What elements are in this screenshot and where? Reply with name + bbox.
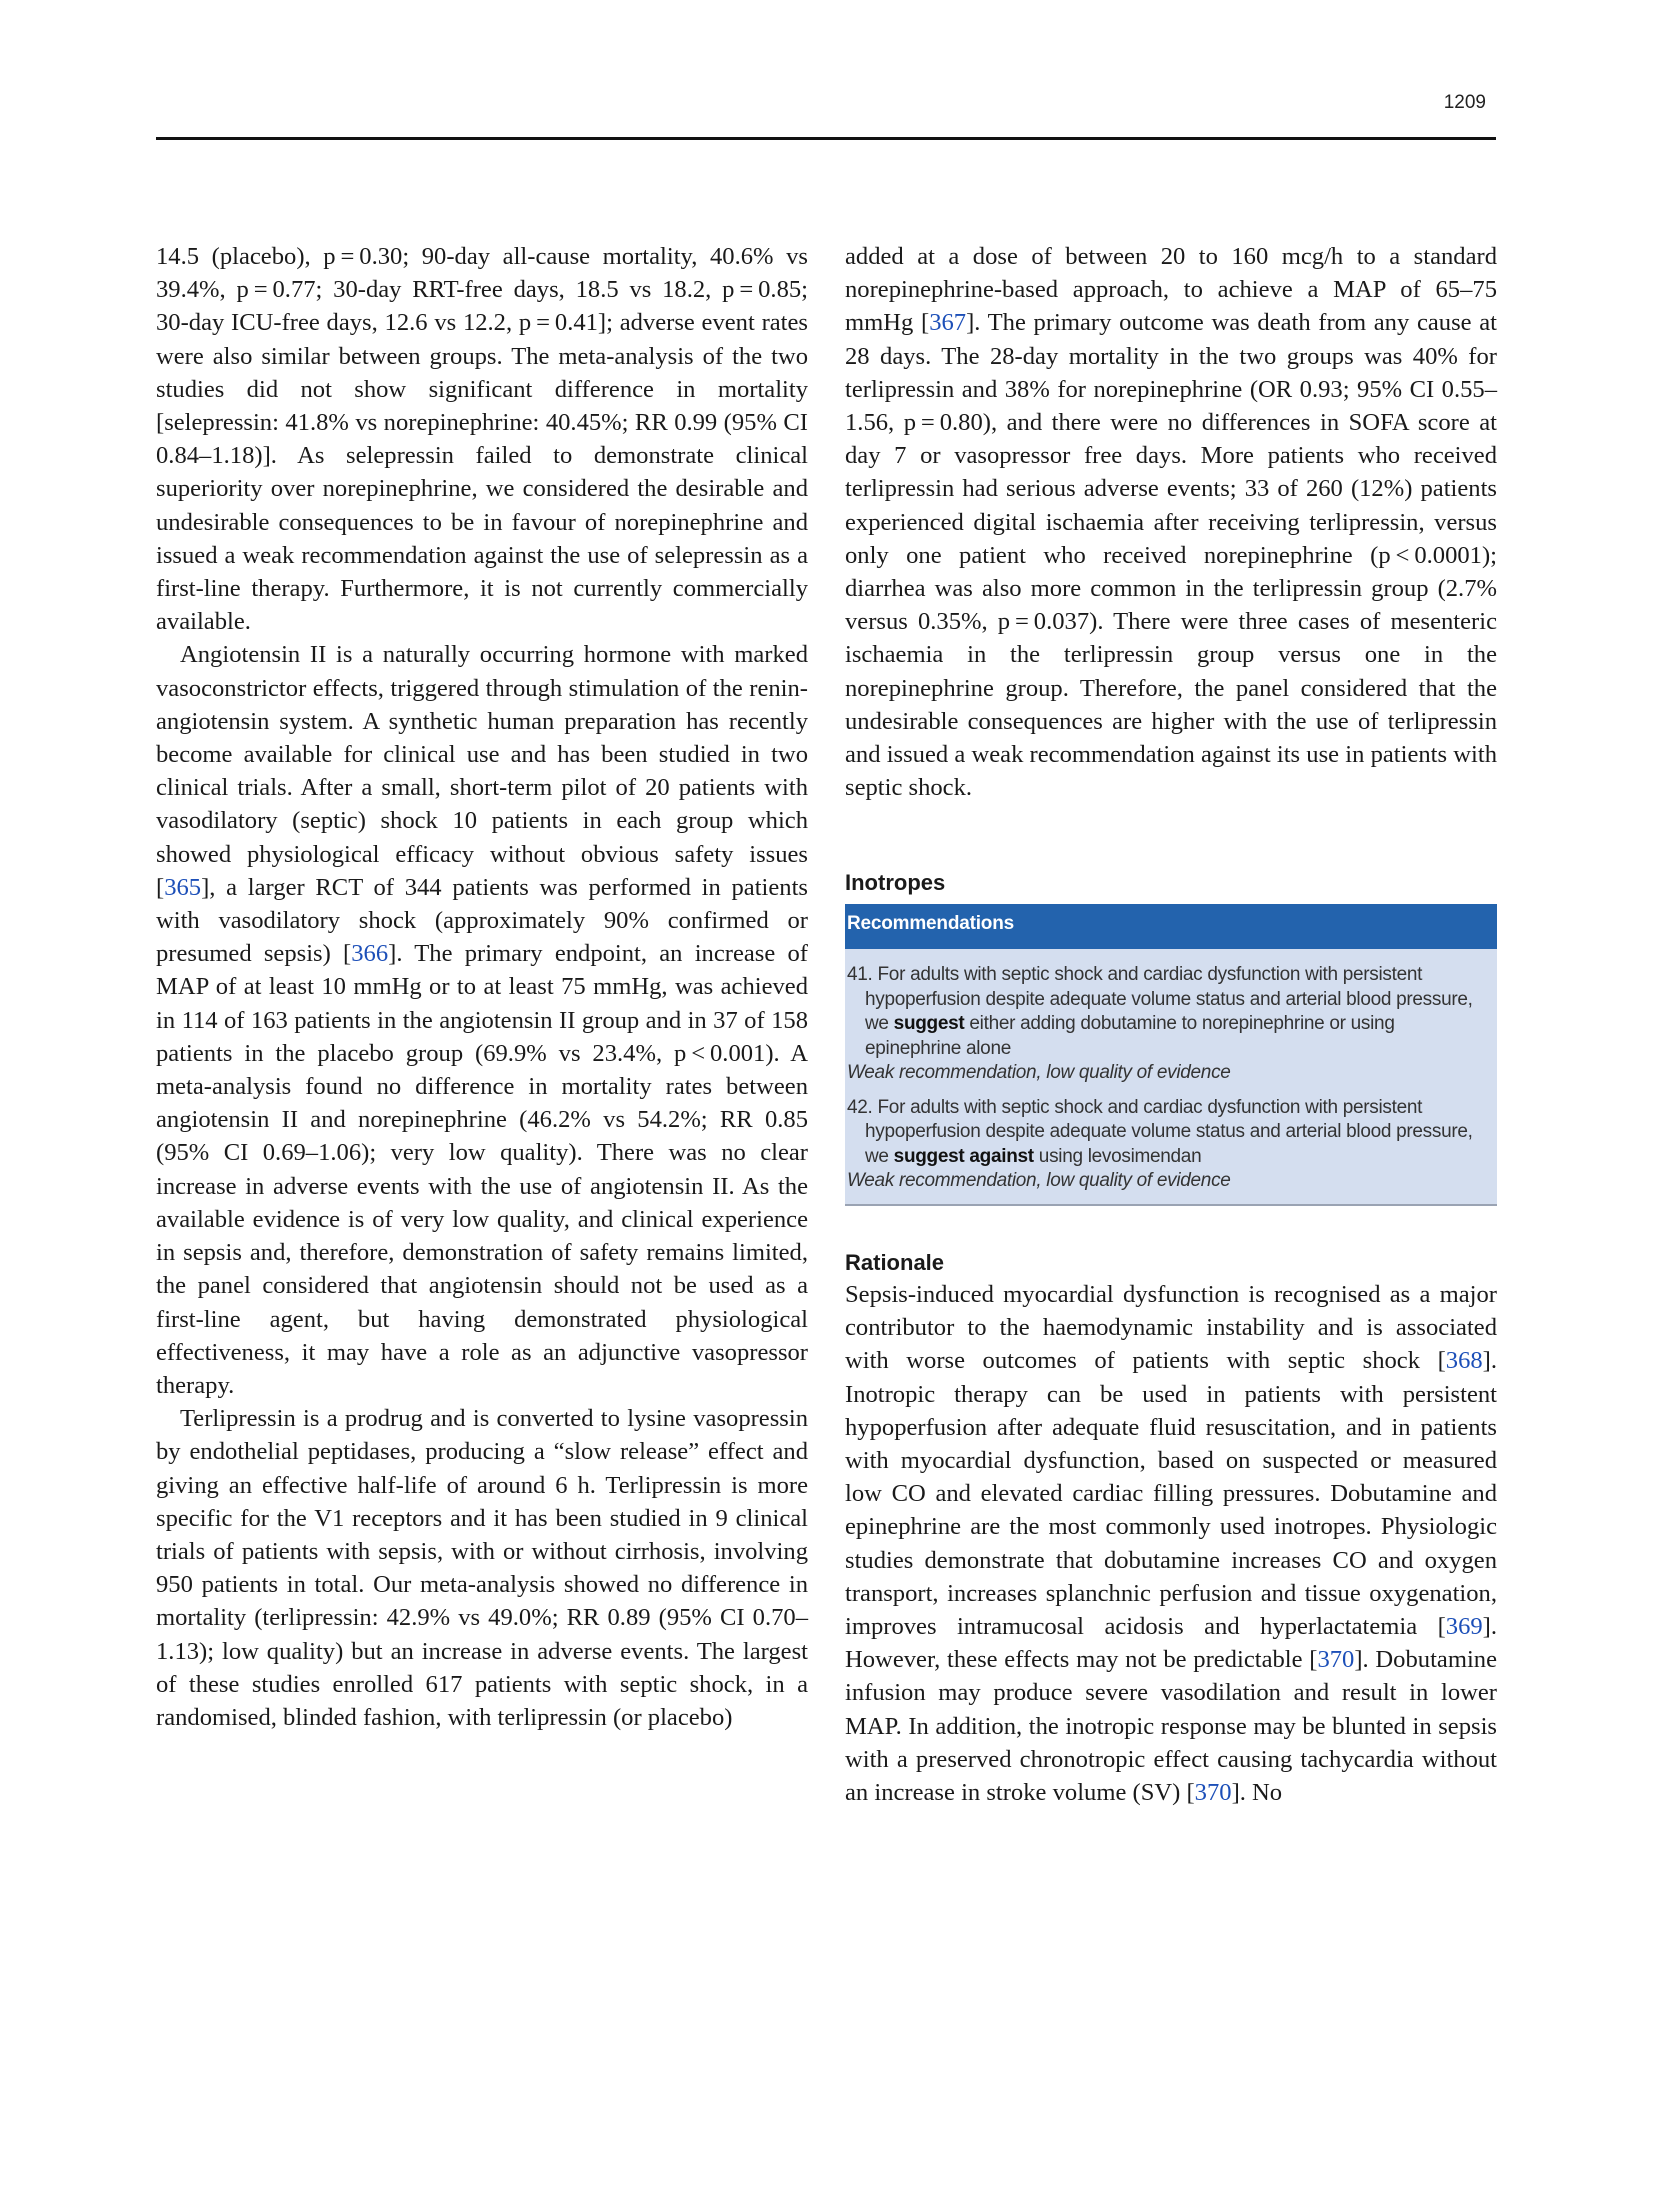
text-span: either adding dobutamine to norepinephrine or using epinephrine alone (865, 1013, 1395, 1059)
text-span: 41. For adults with septic shock and cardiac dysfunction with persistent hypoperfusion despite adequate volume status and arterial blood pressure, we (847, 964, 1473, 1035)
recommendations-header: Recommendations (845, 904, 1497, 949)
text-span: ]. No (1231, 1779, 1283, 1806)
recommendation-41 (847, 963, 1489, 1061)
recommendation-42 (847, 1096, 1489, 1170)
text-span: ]. Inotropic therapy can be used in patients with persistent hypoperfusion after adequate fluid resuscitation, and in patients with myocardial dysfunction, based on suspected or measured low CO and elevated cardiac filling pressures. Dobutamine and epinephrine are the most commonly used inotropes. Physiologic studies demonstrate that dobutamine increases CO and oxygen transport, increases splanchnic perfusion and tissue oxygenation, improves intramucosal acidosis and hyperlactatemia [ (845, 1347, 1497, 1640)
page-number: 1209 (1443, 92, 1486, 113)
text-span: Sepsis-induced myocardial dysfunction is recognised as a major contributor to the haemodynamic instability and is associated with worse outcomes of patients with septic shock [ (845, 1280, 1497, 1375)
section-heading-inotropes: Inotropes (845, 870, 946, 896)
citation-link-365[interactable]: 365 (164, 873, 202, 901)
recommendation-strength-keyword: suggest against (893, 1145, 1034, 1167)
recommendation-strength-keyword: suggest (893, 1013, 965, 1035)
paragraph-terlipressin-continued (845, 240, 1497, 804)
text-span: 42. For adults with septic shock and cardiac dysfunction with persistent hypoperfusion despite adequate volume status and arterial blood pressure, we (847, 1096, 1473, 1167)
citation-link-367[interactable]: 367 (929, 309, 967, 337)
citation-link-370[interactable]: 370 (1317, 1646, 1355, 1674)
recommendation-41-grade: Weak recommendation, low quality of evidence (847, 1062, 1231, 1084)
text-span: added at a dose of between 20 to 160 mcg/h to a standard norepinephrine-based approach, to achieve a MAP of 65–75 mmHg [ (845, 243, 1497, 337)
recommendations-body (845, 949, 1497, 1204)
paragraph-angiotensin (156, 638, 808, 1402)
text-span: using levosimendan (1033, 1145, 1202, 1167)
paragraph-rationale (845, 1278, 1497, 1809)
left-column (156, 240, 808, 1734)
citation-link-370[interactable]: 370 (1194, 1779, 1232, 1806)
citation-link-366[interactable]: 366 (351, 940, 389, 968)
recommendation-42-grade: Weak recommendation, low quality of evidence (847, 1170, 1231, 1192)
text-span: ]. The primary endpoint, an increase of MAP of at least 10 mmHg or to at least 75 mmHg, was achieved in 114 of 163 patients in the angiotensin II group and in 37 of 158 patients in the placebo group (69.9% vs 23.4%, p < 0.001). A meta-analysis found no difference in mortality rates between angiotensin II and norepinephrine (46.2% vs 54.2%; RR 0.85 (95% CI 0.69–1.06); very low quality). There was no clear increase in adverse events with the use of angiotensin II. As the available evidence is of very low quality, and clinical experience in sepsis and, therefore, demonstration of safety remains limited, the panel considered that angiotensin should not be used as a first-line agent, but having demonstrated physiological effectiveness, it may have a role as an adjunctive vasopressor therapy. (156, 940, 808, 1399)
citation-link-368[interactable]: 368 (1445, 1347, 1483, 1375)
text-span: ]. The primary outcome was death from any cause at 28 days. The 28-day mortality in the two groups was 40% for terlipressin and 38% for norepinephrine (OR 0.93; 95% CI 0.55–1.56, p = 0.80), and there were no differences in SOFA score at day 7 or vasopressor free days. More patients who received terlipressin had serious adverse events; 33 of 260 (12%) patients experienced digital ischaemia after receiving terlipressin, versus only one patient who received norepinephrine (p < 0.0001); diarrhea was also more common in the terlipressin group (2.7% versus 0.35%, p = 0.037). There were three cases of mesenteric ischaemia in the terlipressin group versus one in the norepinephrine group. Therefore, the panel considered that the undesirable consequences are higher with the use of terlipressin and issued a weak recommendation against its use in patients with septic shock. (845, 309, 1497, 802)
text-span: ], a larger RCT of 344 patients was performed in patients with vasodilatory shock (approximately 90% confirmed or presumed sepsis) [ (156, 873, 808, 968)
header-rule (156, 137, 1496, 140)
citation-link-369[interactable]: 369 (1445, 1612, 1483, 1640)
paragraph-terlipressin: Terlipressin is a prodrug and is converted to lysine vasopressin by endothelial peptidases, producing a “slow release” effect and giving an effective half-life of around 6 h. Terlipressin is more specific for the V1 receptors and it has been studied in 9 clinical trials of patients with sepsis, with or without cirrhosis, involving 950 patients in total. Our meta-analysis showed no difference in mortality (terlipressin: 42.9% vs 49.0%; RR 0.89 (95% CI 0.70–1.13); low quality) but an increase in adverse events. The largest of these studies enrolled 617 patients with septic shock, in a randomised, blinded fashion, with terlipressin (or placebo) (156, 1405, 808, 1731)
right-column (845, 240, 1497, 1809)
paragraph-selepressin: 14.5 (placebo), p = 0.30; 90-day all-cause mortality, 40.6% vs 39.4%, p = 0.77; 30-day RRT-free days, 18.5 vs 18.2, p = 0.85; 30-day ICU-free days, 12.6 vs 12.2, p = 0.41]; adverse event rates were also similar between groups. The meta-analysis of the two studies did not show significant difference in mortality [selepressin: 41.8% vs norepinephrine: 40.45%; RR 0.99 (95% CI 0.84–1.18)]. As selepressin failed to demonstrate clinical superiority over norepinephrine, we considered the desirable and undesirable consequences to be in favour of norepinephrine and issued a weak recommendation against the use of selepressin as a first-line therapy. Furthermore, it is not currently commercially available. (156, 243, 808, 636)
text-span: Angiotensin II is a naturally occurring hormone with marked vasoconstrictor effects, triggered through stimulation of the renin-angiotensin system. A synthetic human preparation has recently become available for clinical use and has been studied in two clinical trials. After a small, short-term pilot of 20 patients with vasodilatory (septic) shock 10 patients in each group which showed physiological efficacy without obvious safety issues [ (156, 641, 808, 901)
recommendations-box (845, 904, 1497, 1206)
text-span: ]. However, these effects may not be predictable [ (845, 1612, 1497, 1674)
section-heading-rationale: Rationale (845, 1249, 945, 1275)
text-span: ]. Dobutamine infusion may produce severe vasodilation and result in lower MAP. In addition, the inotropic response may be blunted in sepsis with a preserved chronotropic effect causing tachycardia without an increase in stroke volume (SV) [ (845, 1646, 1497, 1806)
